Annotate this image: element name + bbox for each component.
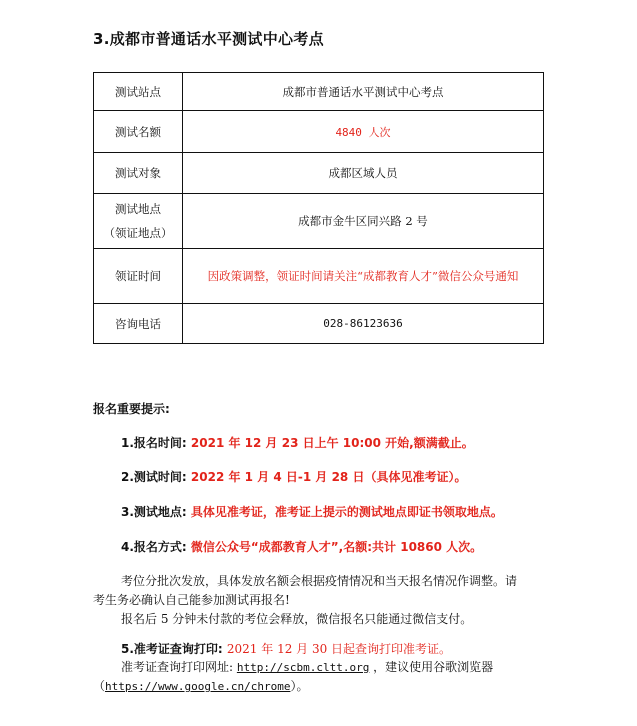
item-label: 4.报名方式: [121,540,187,554]
table-row [94,194,544,249]
item-label: 1.报名时间: [121,436,187,450]
row-key: 测试站点 [94,73,183,111]
item-value: 微信公众号“成都教育人才”,名额:共计 10860 人次。 [190,540,483,554]
url-line [93,677,308,696]
item-label: 5.准考证查询打印: [121,642,223,656]
row-key [94,194,183,249]
item-value: 2022 年 1 月 4 日-1 月 28 日（具体见准考证）。 [190,470,467,484]
list-item [121,468,466,485]
note-paragraph-line: 考位分批次发放，具体发放名额会根据疫情情况和当天报名情况作调整。请 [121,574,518,588]
table-row [94,304,544,344]
row-value: 成都市金牛区同兴路 2 号 [183,194,544,249]
paren-open: （ [93,679,106,693]
row-value: 成都市普通话水平测试中心考点 [183,73,544,111]
paren-close: ）。 [290,679,309,693]
list-item [121,434,474,451]
list-item [121,640,451,657]
row-key: 领证时间 [94,249,183,304]
table-row [94,249,544,304]
table-row [94,153,544,194]
note-paragraph-line: 考生务必确认自己能参加测试再报名! [93,593,290,607]
row-key-line1: 测试地点 [115,202,161,216]
row-value-phone: 028-86123636 [183,304,544,344]
section-title: 3.成都市普通话水平测试中心考点 [93,30,324,48]
table-row [94,111,544,153]
row-value-notice: 因政策调整，领证时间请关注“成都教育人才”微信公众号通知 [183,249,544,304]
note-paragraph: 报名后 5 分钟未付款的考位会释放，微信报名只能通过微信支付。 [121,612,473,626]
item-label: 2.测试时间: [121,470,187,484]
info-table [93,72,544,344]
url-prefix: 准考证查询打印网址: [121,660,234,674]
list-item [121,538,482,555]
row-key: 咨询电话 [94,304,183,344]
row-key-line2: （领证地点） [103,226,173,240]
item-label: 3.测试地点: [121,505,187,519]
item-value: 具体见准考证，准考证上提示的测试地点即证书领取地点。 [190,505,503,519]
row-key: 测试名额 [94,111,183,153]
chrome-link[interactable]: https://www.google.cn/chrome [105,680,291,693]
query-link[interactable]: http://scbm.cltt.org [236,661,370,674]
table-row [94,73,544,111]
item-value: 2021 年 12 月 30 日起查询打印准考证。 [226,642,452,656]
row-key: 测试对象 [94,153,183,194]
url-suffix: ，建议使用谷歌浏览器 [373,660,494,674]
row-value: 成都区域人员 [183,153,544,194]
url-line [121,658,493,677]
row-value-quota: 4840 人次 [183,111,544,153]
list-item [121,503,503,520]
item-value: 2021 年 12 月 23 日上午 10:00 开始,额满截止。 [190,436,474,450]
notes-heading: 报名重要提示: [93,402,170,416]
